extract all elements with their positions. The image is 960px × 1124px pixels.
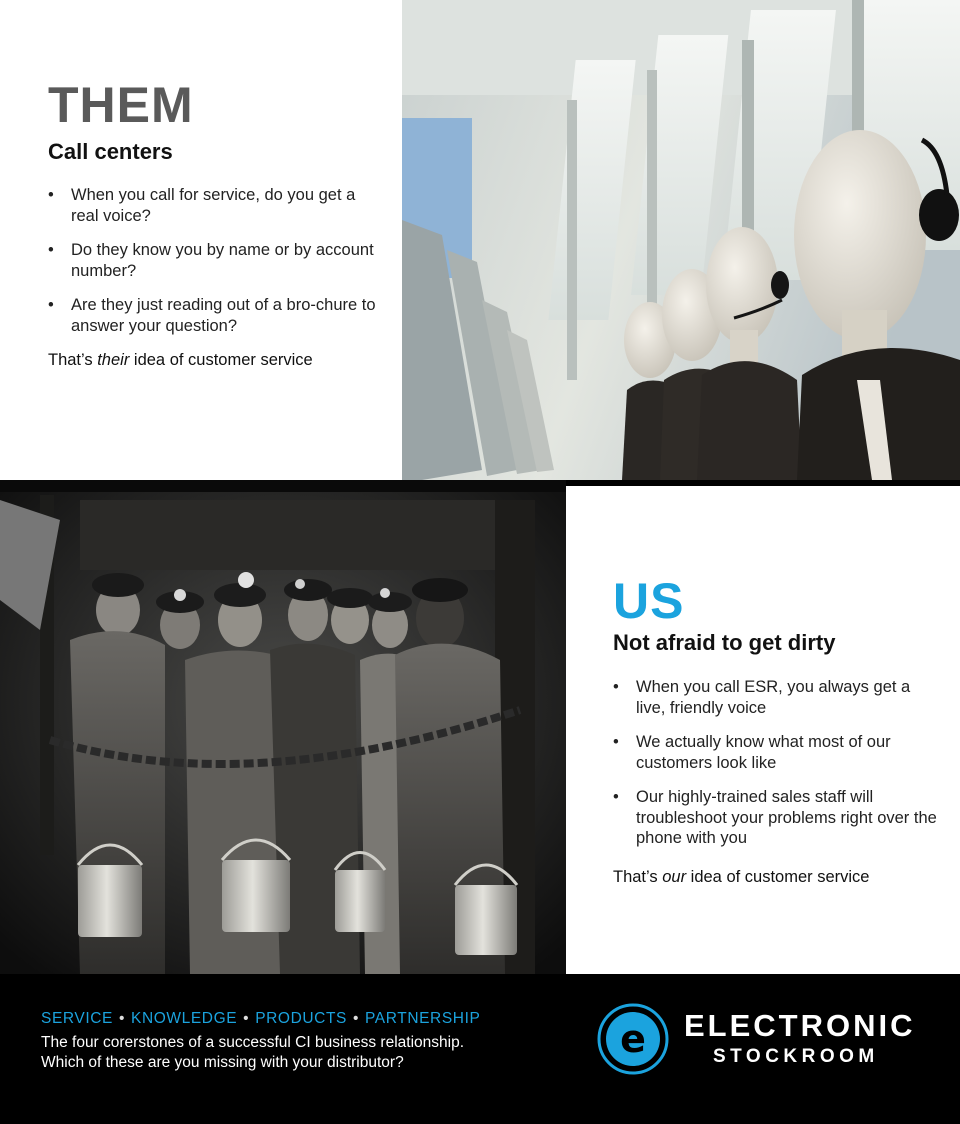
cornerstones-list (41, 1010, 480, 1028)
footer-line-2: Which of these are you missing with your distributor? (41, 1054, 404, 1071)
pillar-knowledge: KNOWLEDGE (131, 1010, 238, 1027)
separator-dot: • (243, 1010, 250, 1027)
us-subheading: Not afraid to get dirty (613, 630, 836, 655)
footer-line-1: The four corerstones of a successful CI business relationship. (41, 1034, 465, 1051)
logo-wordmark-top: ELECTRONIC (684, 1008, 916, 1043)
them-panel (0, 0, 402, 480)
us-bullet: • We actually know what most of our customers look like (613, 732, 943, 773)
logo-e-icon (596, 1002, 670, 1076)
logo-wordmark-bottom: STOCKROOM (713, 1046, 879, 1067)
logo-mark-letter: e (620, 1017, 646, 1061)
pillar-service: SERVICE (41, 1010, 113, 1027)
us-bullet: • When you call ESR, you always get a live, friendly voice (613, 677, 943, 718)
separator-dot: • (352, 1010, 360, 1027)
them-subheading: Call centers (48, 139, 173, 164)
pillar-products: PRODUCTS (255, 1010, 347, 1027)
us-panel (566, 486, 960, 974)
them-bullet: • When you call for service, do you get a real voice? (48, 185, 378, 226)
us-bullet: • Our highly-trained sales staff will troubleshoot your problems right over the phone with you (613, 787, 943, 849)
them-tagline-end: idea of customer service (129, 351, 313, 369)
them-tagline-emphasis: their (97, 351, 130, 369)
separator-dot: • (118, 1010, 125, 1027)
us-tagline-start: That’s (613, 868, 663, 886)
them-tagline (48, 351, 313, 370)
them-heading: THEM (48, 77, 194, 133)
call-center-photo (402, 0, 960, 480)
them-bullet-list (48, 185, 378, 350)
pillar-partnership: PARTNERSHIP (365, 1010, 481, 1027)
coal-miners-photo (0, 480, 566, 974)
us-bullet-list (613, 677, 943, 863)
them-tagline-start: That’s (48, 351, 98, 369)
footer (0, 974, 960, 1124)
them-bullet: • Do they know you by name or by account number? (48, 240, 378, 281)
them-bullet: • Are they just reading out of a bro-chure to answer your question? (48, 295, 378, 336)
us-tagline-end: idea of customer service (686, 868, 870, 886)
us-heading: US (613, 573, 685, 629)
us-tagline-emphasis: our (662, 868, 687, 886)
us-tagline (613, 868, 870, 887)
electronic-stockroom-logo (596, 1002, 936, 1076)
